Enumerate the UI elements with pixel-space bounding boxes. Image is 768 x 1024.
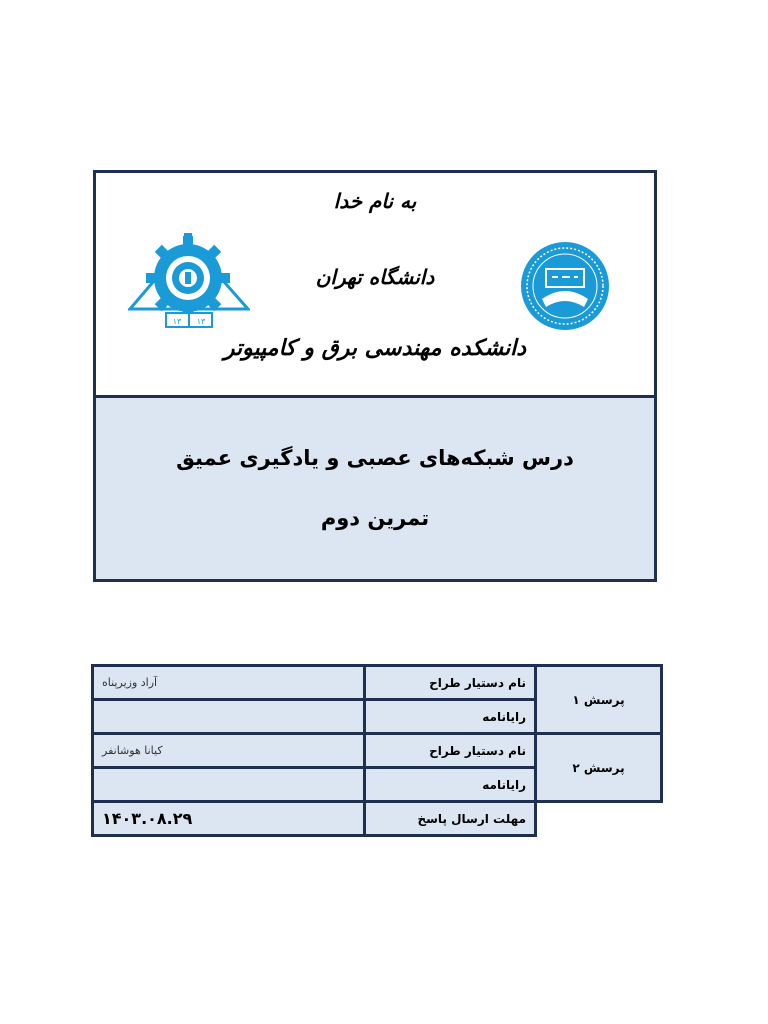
assignment-info-table xyxy=(91,664,663,837)
faculty-name: دانشکده مهندسی برق و کامپیوتر xyxy=(223,335,527,361)
ta-name-label: نام دستیار طراح xyxy=(365,666,536,700)
assignment-title: تمرین دوم xyxy=(320,506,430,530)
table-row xyxy=(93,802,662,836)
ta-name-label: نام دستیار طراح xyxy=(365,734,536,768)
ta-name-value: آراد وزیرپناه xyxy=(93,666,365,700)
header-top-section xyxy=(96,173,654,398)
svg-text:۱۳: ۱۳ xyxy=(172,317,182,326)
email-label: رایانامه xyxy=(365,768,536,802)
question-1-cell: پرسش ۱ xyxy=(536,666,662,734)
email-value xyxy=(93,768,365,802)
header-title-section xyxy=(96,398,654,579)
svg-text:۱۳: ۱۳ xyxy=(196,317,206,326)
deadline-label: مهلت ارسال پاسخ xyxy=(365,802,536,836)
email-label: رایانامه xyxy=(365,700,536,734)
ta-name-value: کیانا هوشانفر xyxy=(93,734,365,768)
table-row xyxy=(93,666,662,700)
email-value xyxy=(93,700,365,734)
bismillah-text: به نام خدا xyxy=(333,189,417,213)
empty-cell xyxy=(536,802,662,836)
engineering-faculty-logo-icon xyxy=(128,233,250,333)
course-title: درس شبکه‌های عصبی و یادگیری عمیق xyxy=(176,446,574,470)
question-2-cell: پرسش ۲ xyxy=(536,734,662,802)
deadline-value: ۱۴۰۳.۰۸.۲۹ xyxy=(93,802,365,836)
university-seal-icon xyxy=(518,239,612,333)
table-row xyxy=(93,734,662,768)
cover-header-box xyxy=(93,170,657,582)
university-name: دانشگاه تهران xyxy=(315,265,435,289)
